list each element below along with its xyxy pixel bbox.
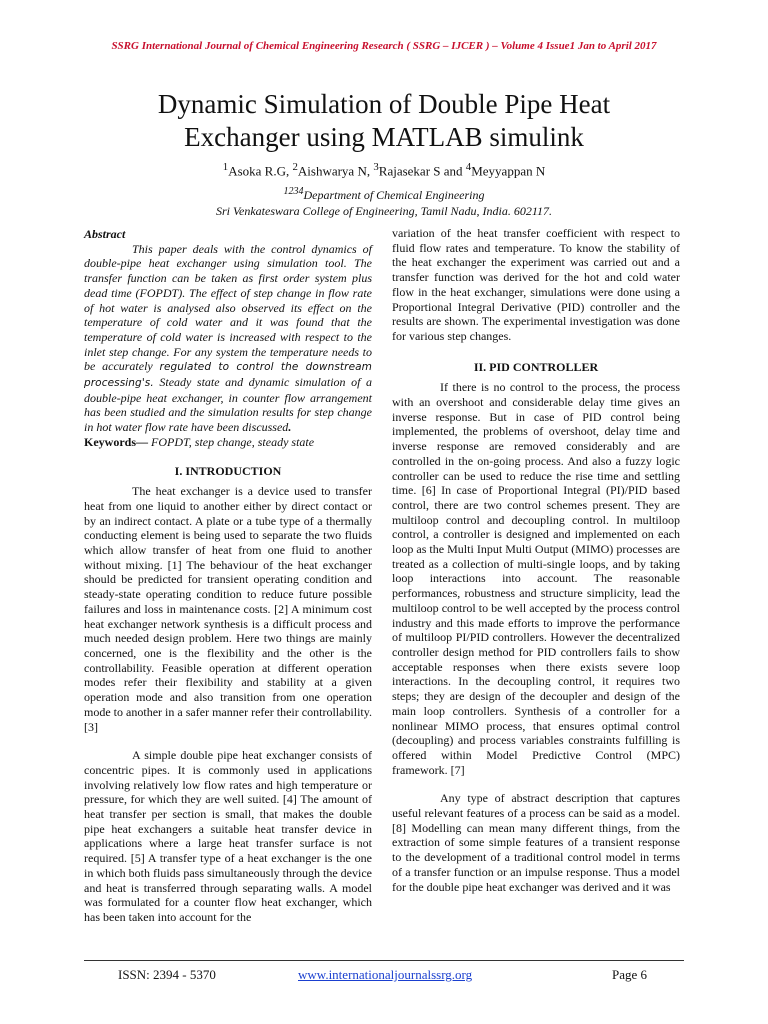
abstract-end-period: . <box>288 420 292 435</box>
college: Sri Venkateswara College of Engineering, Tamil Nadu, India. 602117. <box>216 204 552 218</box>
abstract-handwritten-text: regulated to control the downstream processing's. <box>84 361 372 390</box>
intro-paragraph-1: The heat exchanger is a device used to transfer heat from one liquid to another either by direct contact or by an indirect contact. A plate or a tube type of a thermally conducting element is being used to separate the two fluids which allow transfer of heat from one fluid to another without mixing. [1] The behaviour of the heat exchanger should be predicted for transient operating condition and steady-state operating condition to reduce future possible failures and loss in maintenance costs. [2] A minimum cost heat exchanger network synthesis is a difficult process and much needed design problem. Here two things are mainly concerned, one is the flexibility and the other is the controllability. Feasible operation at different operation modes refer their flexibility and stability at a given operation mode and also transition from one operation mode to another in a safer manner refer their controllability. [3] <box>84 484 372 734</box>
abstract-heading: Abstract <box>84 227 126 241</box>
abstract-text-1: This paper deals with the control dynamics of double-pipe heat exchanger using simulation tool. The transfer function can be taken as first order system plus dead time (FOPDT). The effect of step change in flow rate of hot water is analysed also observed its effect on the temperature of cold water and it was found that the temperature of cold water is increased with respect to the inlet step change. For any system the temperature needs to be accurately <box>84 241 372 374</box>
footer-divider <box>84 960 684 961</box>
section-heading-pid-controller: II. PID CONTROLLER <box>473 359 599 374</box>
keywords-list: FOPDT, step change, steady state <box>148 434 315 449</box>
left-column <box>84 227 372 925</box>
title-line-1: Dynamic Simulation of Double Pipe Heat <box>157 89 611 119</box>
journal-header: SSRG International Journal of Chemical Engineering Research ( SSRG – IJCER ) – Volume 4 Issue1 Jan to April 2017 <box>111 40 657 52</box>
department: Department of Chemical Engineering <box>303 188 485 202</box>
footer-issn: ISSN: 2394 - 5370 <box>118 967 216 982</box>
pid-paragraph-1: If there is no control to the process, the process with an overshoot and considerable delay time gives an inverse response. But in case of PID control being implemented, the problems of overshoot, delay time and inverse response are removed considerably and are controlled in the on-going process. And also a fuzzy logic controller can be used to reduce the rise time and settling time. [6] In case of Proportional Integral (PI)/PID based control, there are two control schemes present. They are multiloop control and decoupling control. In multiloop control, a controller is designed and implemented on each loop as the Multi Input Multi Output (MIMO) processes are treated as a collection of multi-single loops, and by taking loop interactions into account. The reasonable performances, robustness and structure simplicity, lead the multiloop control to be well accepted by the process control industry and this made efforts to improve the performance of multiloop PI/PID controllers. However the decentralized controller design method for PID controllers fails to show acceptable responses when there exists severe loop interactions. In the decoupling control, it requires two steps; they are design of the decoupler and design of the main loop controllers. Synthesis of a controller for a nonlinear MIMO process, that ensures optimal control (decoupling) and process variables constraints fulfilling is offered within Model Predictive Control (MPC) framework. [7] <box>392 380 680 777</box>
intro-paragraph-2: A simple double pipe heat exchanger consists of concentric pipes. It is commonly used in applications involving relatively low flow rates and high temperature or pressure, for which they are well suited. [4] The amount of heat transfer per section is small, that makes the double pipe heat exchangers a suitable heat transfer device in applications where a large heat transfer surface is not required. [5] A transfer type of a heat exchanger is the one in which both fluids pass simultaneously through the device and heat is transferred through separating walls. A model was formulated for a counter flow heat exchanger, which has been taken into account for the <box>84 748 372 924</box>
right-column <box>392 226 680 894</box>
keywords-label: Keywords— <box>84 434 148 449</box>
author-4-affiliation: 4 <box>465 161 472 173</box>
author-3-affiliation: 3 <box>373 161 379 173</box>
author-4: Meyyappan N <box>471 163 546 179</box>
author-list <box>0 161 768 179</box>
dept-affiliation-marker: 1234 <box>283 186 304 197</box>
pid-paragraph-2: Any type of abstract description that captures useful relevant features of a process can be said as a model.[8] Modelling can mean many different things, from the extraction of some simple features of a transient response to the development of a traditional control model in terms of a transfer function or an impulse response. Thus a model for the double pipe heat exchanger was derived and it was <box>392 791 680 894</box>
affiliation <box>0 184 768 219</box>
footer-page-number: Page 6 <box>612 967 648 982</box>
abstract-body <box>84 242 372 435</box>
author-1: Asoka R.G, <box>228 163 293 179</box>
section-heading-introduction: I. INTRODUCTION <box>174 463 282 478</box>
right-paragraph-1: variation of the heat transfer coefficient with respect to fluid flow rates and temperature. To know the stability of the heat exchanger the experiment was carried out and a transfer function was derived for the hot and cold water flow in the heat exchanger, simulations were done using a Proportional Integral Derivative (PID) controller and the results are shown. The experimental investigation was done for various step changes. <box>392 226 680 343</box>
author-2: Aishwarya N, <box>297 163 374 179</box>
footer-website-link[interactable]: www.internationaljournalssrg.org <box>298 967 473 982</box>
paper-title <box>40 88 728 154</box>
author-1-affiliation: 1 <box>222 161 229 173</box>
title-line-2: Exchanger using MATLAB simulink <box>184 122 584 152</box>
abstract-text-2: Steady state and dynamic simulation of a double-pipe heat exchanger, in counter flow arrangement has been studied and the simulation results for step change in hot water flow rate have been discussed <box>84 375 372 435</box>
author-3: Rajasekar S and <box>378 163 466 179</box>
author-2-affiliation: 2 <box>292 161 298 173</box>
keywords <box>84 435 372 450</box>
